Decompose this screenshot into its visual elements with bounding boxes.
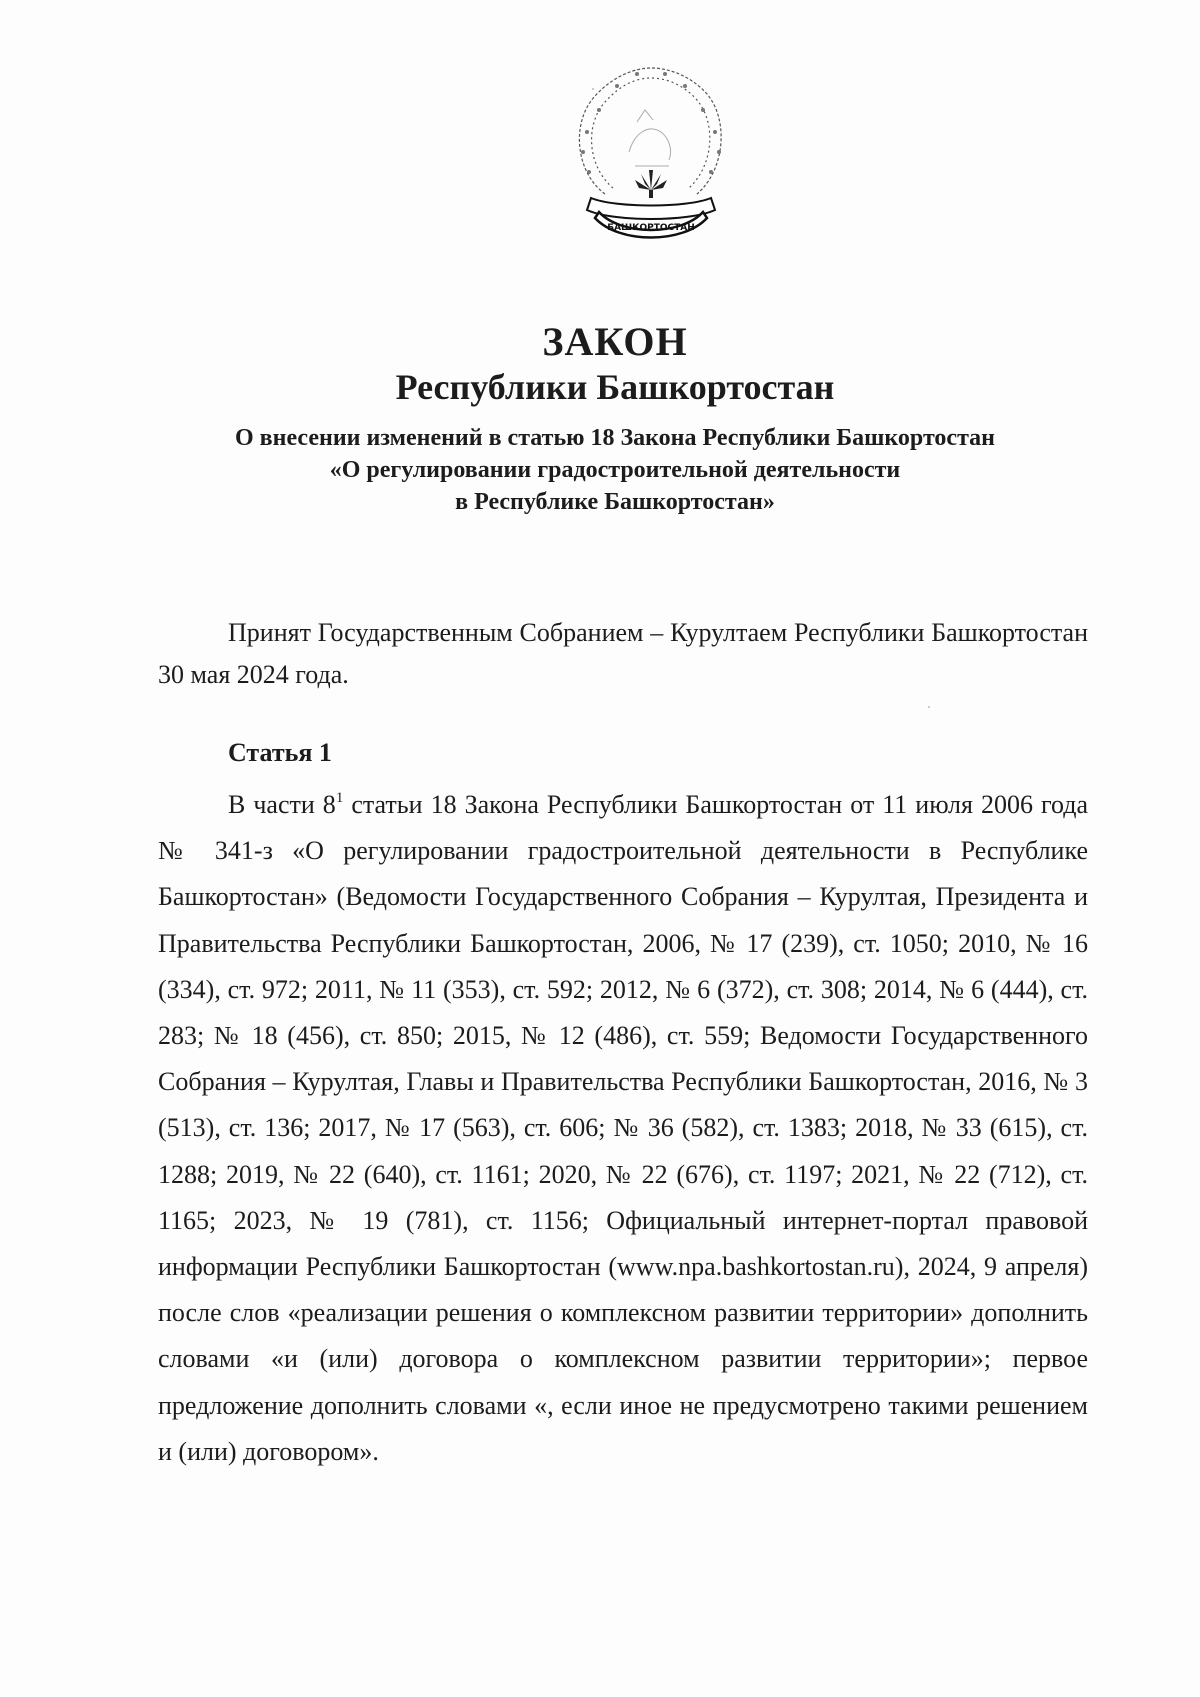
scan-speck (928, 706, 930, 708)
article-lead: В части 8 (228, 790, 336, 819)
adoption-text: Принят Государственным Собранием – Курултаем Республики Башкортостан 30 мая 2024 года. (158, 618, 1088, 689)
document-subject (150, 422, 1080, 518)
emblem-ribbon-text: БАШКОРТОСТАН (607, 223, 695, 233)
subject-line: в Республике Башкортостан» (455, 489, 775, 515)
subject-line: «О регулировании градостроительной деятельности (329, 457, 901, 483)
scan-speck (592, 88, 594, 90)
document-type-title: ЗАКОН (542, 319, 688, 364)
article-heading: Статья 1 (228, 738, 332, 767)
adoption-paragraph (158, 612, 1088, 696)
article-body (158, 782, 1088, 1475)
subject-line: О внесении изменений в статью 18 Закона Республики Башкортостан (235, 425, 995, 451)
article-part-superscript: 1 (335, 790, 344, 806)
document-issuer-title: Республики Башкортостан (395, 367, 835, 407)
article-text: статьи 18 Закона Республики Башкортостан от 11 июля 2006 года № 341-з «О регулировании градостроительной деятельности в Республике Башкортостан» (Ведомости Государственного Собрания – Курултая, Президента и Правительства Республики Башкортостан, 2006, № 17 (239), ст. 1050; 2010, № 16 (334), ст. 972; 2011, № 11 (353), ст. 592; 2012, № 6 (372), ст. 308; 2014, № 6 (444), ст. 283; № 18 (456), ст. 850; 2015, № 12 (486), ст. 559; Ведомости Государственного Собрания – Курултая, Главы и Правительства Республики Башкортостан, 2016, № 3 (513), ст. 136; 2017, № 17 (563), ст. 606; № 36 (582), ст. 1383; 2018, № 33 (615), ст. 1288; 2019, № 22 (640), ст. 1161; 2020, № 22 (676), ст. 1197; 2021, № 22 (712), ст. 1165; 2023, № 19 (781), ст. 1156; Официальный интернет-портал правовой информации Республики Башкортостан (www.npa.bashkortostan.ru), 2024, 9 апреля) после слов «реализации решения о комплексном развитии территории» дополнить словами «и (или) договора о комплексном развитии территории»; первое предложение дополнить словами «, если иное не предусмотрено такими решением и (или) договором». (158, 790, 1088, 1466)
bashkortostan-coat-of-arms-icon (565, 62, 735, 240)
